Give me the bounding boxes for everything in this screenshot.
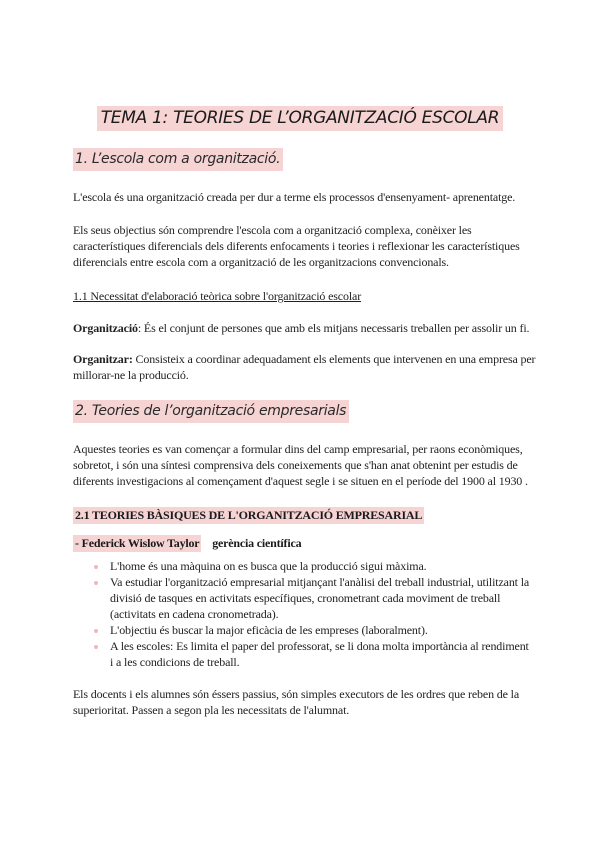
- bullet-dot-icon: [94, 645, 98, 649]
- definition-organitzar: [73, 351, 543, 383]
- section-2-1-heading: [73, 508, 424, 523]
- definition-organitzacio-text: : És el conjunt de persones que amb els mitjans necessaris treballen per assolir un fi.: [137, 321, 530, 335]
- taylor-role: gerència científica: [209, 536, 302, 550]
- section-1-heading-text: 1. L’escola com a organització.: [73, 148, 283, 171]
- list-item: L'home és una màquina on es busca que la producció sigui màxima.: [92, 558, 532, 574]
- taylor-heading: [73, 536, 303, 551]
- document-title: [0, 108, 600, 128]
- section-2-heading: [73, 403, 349, 419]
- section-2-heading-text: 2. Teories de l’organització empresarials: [73, 400, 349, 423]
- section-1-paragraph-2: Els seus objectius són comprendre l'escola com a organització complexa, conèixer les característiques diferencials dels diferents enfocaments i teories i reflexionar les característiques diferencials entre escola com a organització de les organitzacions convencionals.: [73, 223, 520, 269]
- list-item: L'objectiu és buscar la major eficàcia de les empreses (laboralment).: [92, 622, 532, 638]
- list-item: A les escoles: Es limita el paper del professorat, se li dona molta importància al rendiment i a les condicions de treball.: [92, 638, 532, 670]
- bullet-dot-icon: [94, 629, 98, 633]
- section-2-closing-paragraph: Els docents i els alumnes són éssers passius, són simples executors de les ordres que reben de la superioritat. Passen a segon pla les necessitats de l'alumnat.: [73, 687, 520, 717]
- section-1-heading: [73, 151, 283, 167]
- document-title-text: TEMA 1: TEORIES DE L’ORGANITZACIÓ ESCOLAR: [97, 106, 504, 131]
- bullet-dot-icon: [94, 565, 98, 569]
- taylor-bullet-list: [92, 558, 532, 670]
- list-item: Va estudiar l'organització empresarial mitjançant l'anàlisi del treball industrial, utilitzant la divisió de tasques en activitats específiques, cronometrant cada moviment de treball (activitats en cadena cronometrada).: [92, 574, 532, 622]
- taylor-name: - Federick Wislow Taylor: [75, 536, 200, 550]
- definition-organitzar-text: Consisteix a coordinar adequadament els elements que intervenen en una empresa per millorar-ne la producció.: [73, 352, 536, 382]
- section-2-paragraph-1: Aquestes teories es van començar a formular dins del camp empresarial, per raons econòmiques, sobretot, i són una síntesi comprensiva dels coneixements que s'han anat obtenint per estudis de diferents investigacions al començament d'aquest segle i se situen en el període del 1900 al 1930 .: [73, 442, 528, 488]
- bullet-dot-icon: [94, 581, 98, 585]
- section-2-1-heading-text: 2.1 TEORIES BÀSIQUES DE L'ORGANITZACIÓ EMPRESARIAL: [75, 508, 423, 522]
- definition-organitzacio: [73, 320, 543, 336]
- section-1-1-subheading: 1.1 Necessitat d'elaboració teòrica sobre l'organització escolar: [73, 289, 362, 303]
- definition-organitzacio-term: Organització: [73, 321, 138, 335]
- definition-organitzar-term: Organitzar:: [73, 352, 133, 366]
- section-1-paragraph-1: L'escola és una organització creada per dur a terme els processos d'ensenyament- aprenentatge.: [73, 190, 516, 204]
